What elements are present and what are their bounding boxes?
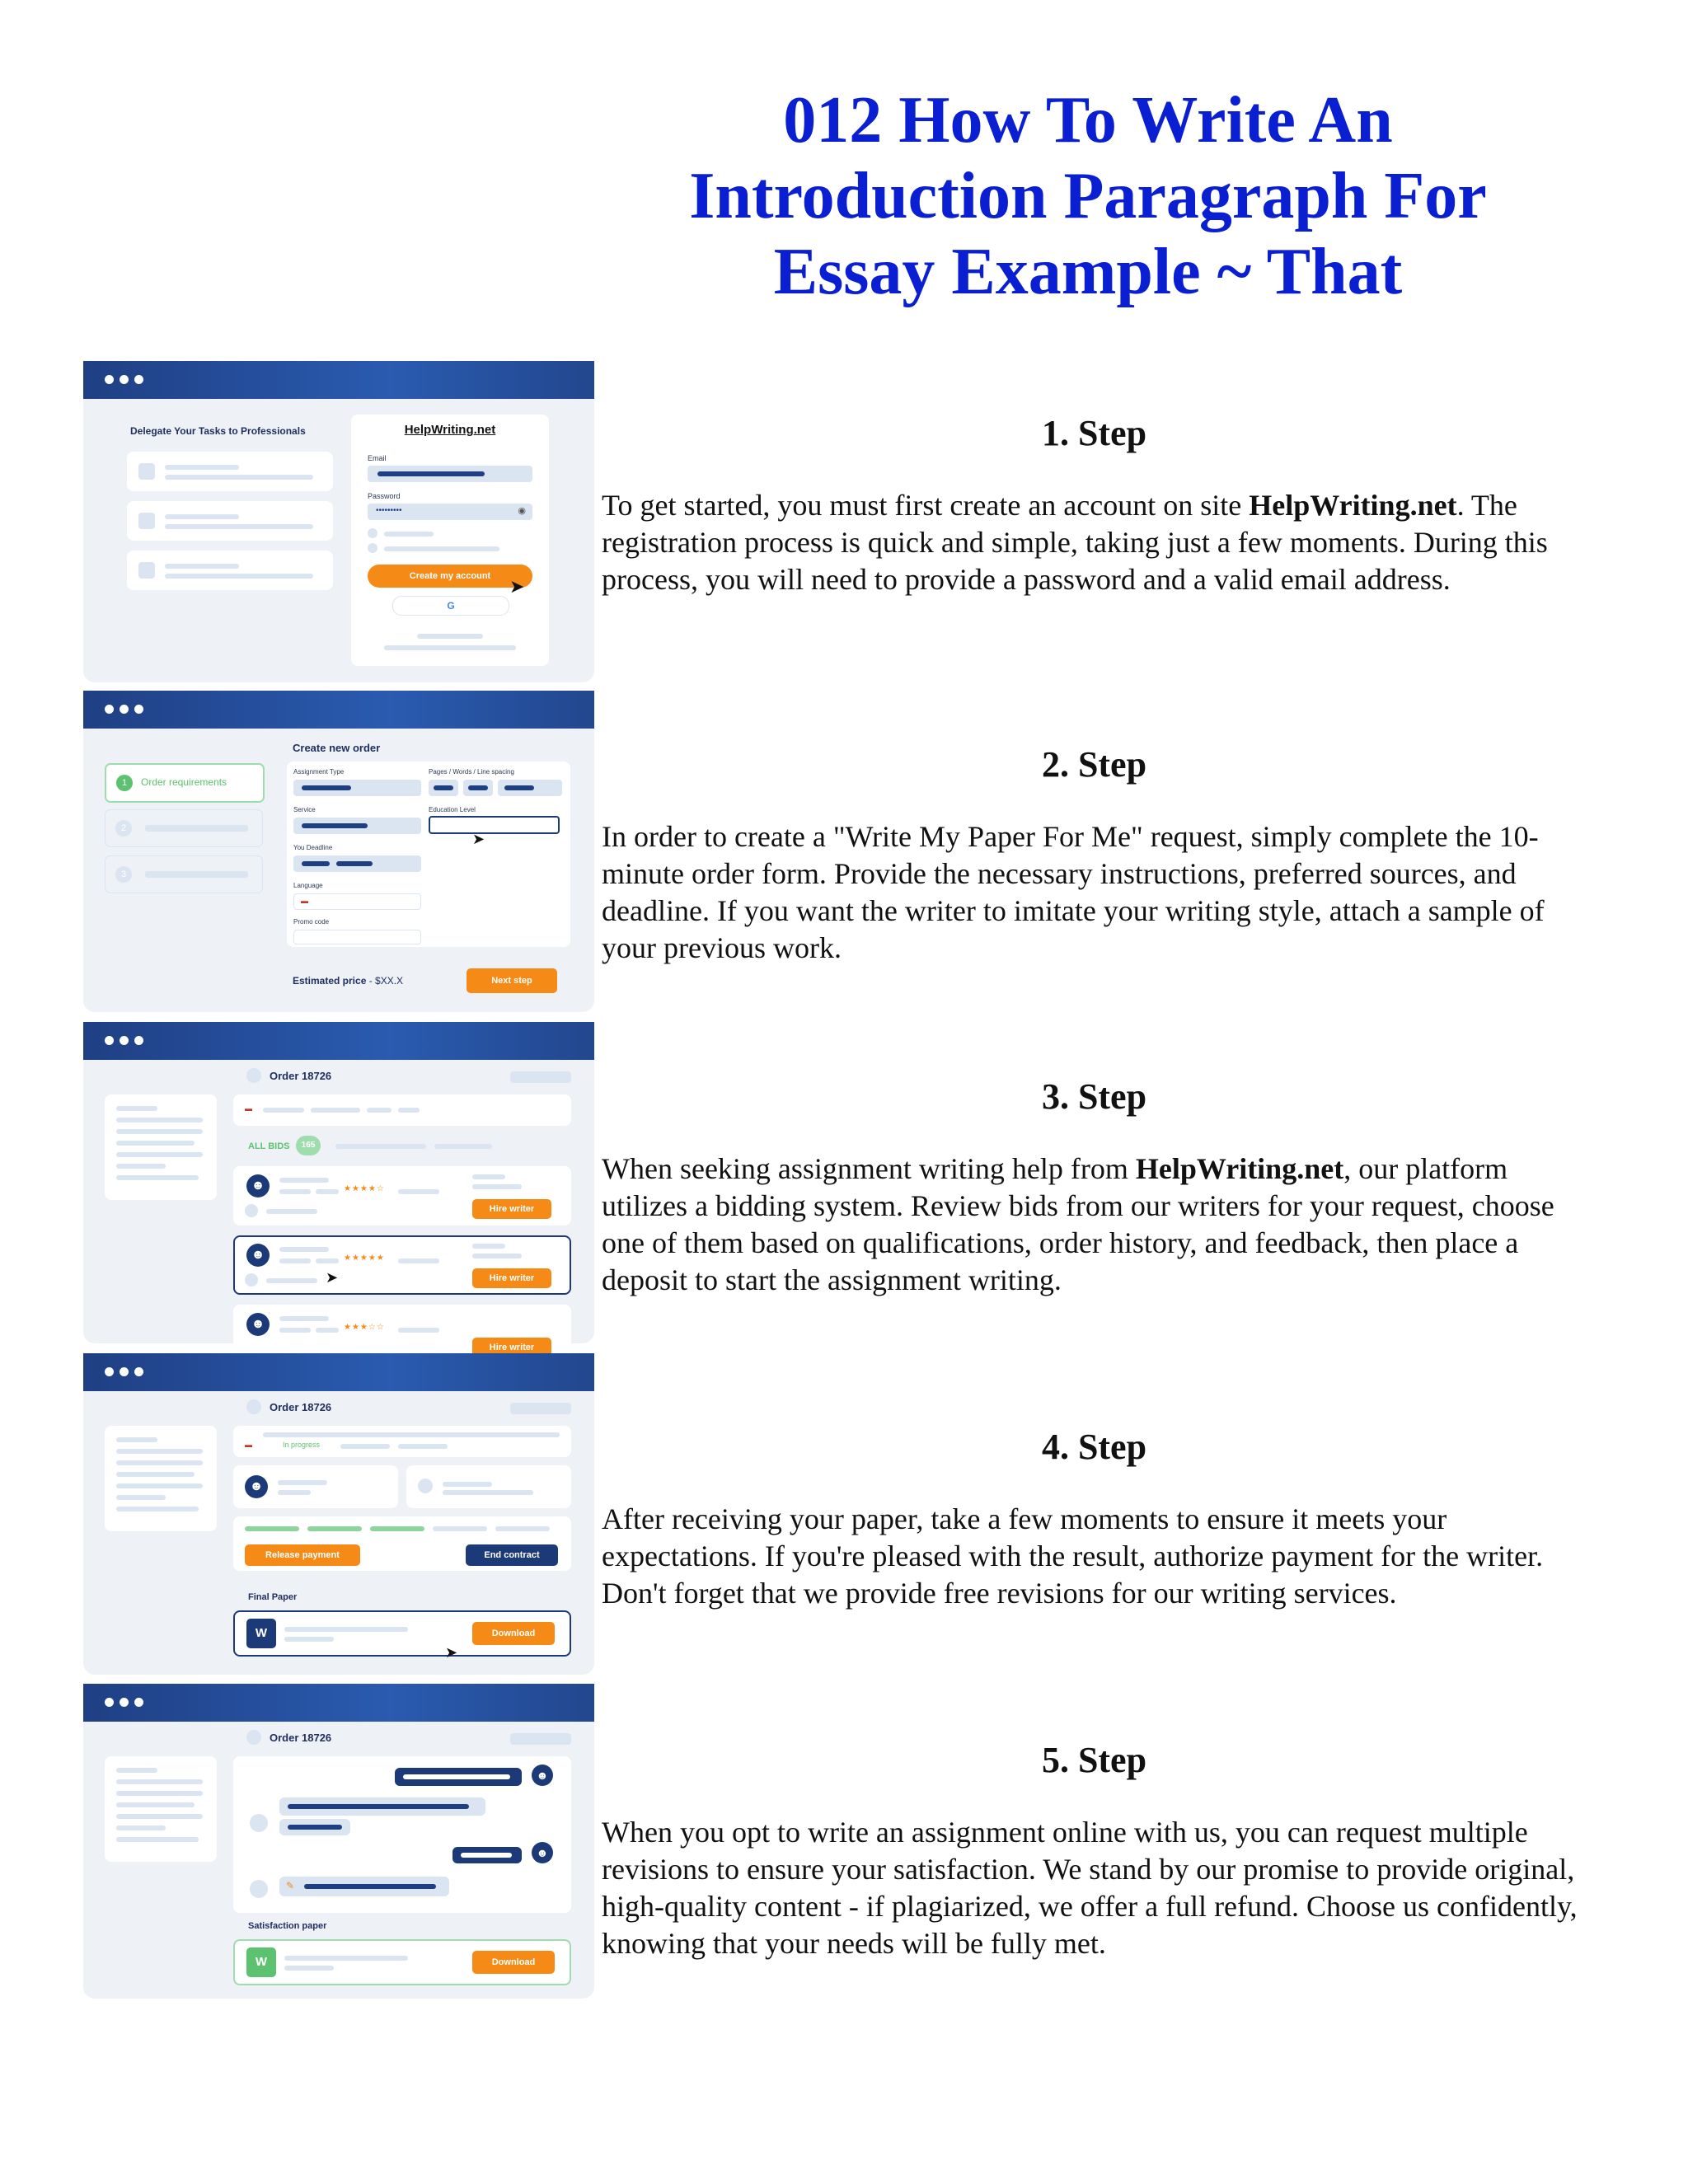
- order-summary: [233, 1426, 571, 1457]
- step-number: 3: [115, 866, 132, 883]
- writer-avatar: [250, 1814, 268, 1832]
- feature-icon: [138, 562, 155, 579]
- bid-card-selected[interactable]: [233, 1235, 571, 1295]
- step-number: 1: [116, 775, 133, 791]
- step-2-heading: 2. Step: [1041, 744, 1147, 785]
- back-icon[interactable]: [246, 1068, 261, 1083]
- satisfaction-heading: Satisfaction paper: [248, 1921, 327, 1931]
- all-bids-label: ALL BIDS: [248, 1141, 290, 1151]
- email-label: Email: [368, 454, 387, 462]
- user-avatar-icon: ☻: [246, 1174, 270, 1197]
- window-dot: [134, 375, 143, 384]
- flag-icon: ▬: [245, 1441, 252, 1449]
- window-dot: [120, 705, 129, 714]
- password-label: Password: [368, 492, 401, 500]
- promo-label: Promo code: [293, 918, 330, 926]
- browser-bar: [83, 691, 594, 729]
- screenshot-revisions: [83, 1684, 594, 1999]
- back-icon[interactable]: [246, 1730, 261, 1745]
- order-number: Order 18726: [270, 1070, 332, 1082]
- step-3-text-a: When seeking assignment writing help from: [602, 1152, 1136, 1185]
- window-dot: [120, 1698, 129, 1707]
- step-3-brand: HelpWriting.net: [1135, 1152, 1344, 1185]
- hire-writer-button[interactable]: Hire writer: [472, 1338, 551, 1357]
- sidebar-menu: [105, 1426, 217, 1531]
- order-summary: [233, 1094, 571, 1126]
- word-file-icon: W: [246, 1619, 276, 1648]
- signup-form: [351, 415, 549, 666]
- status-badge: In progress: [283, 1441, 321, 1449]
- user-avatar-icon: ☻: [532, 1765, 553, 1786]
- flag-icon: ▬: [301, 897, 308, 905]
- education-select[interactable]: [429, 816, 560, 834]
- header-pill: [510, 1071, 571, 1083]
- window-dot: [120, 375, 129, 384]
- browser-bar: [83, 1353, 594, 1391]
- password-field[interactable]: [368, 504, 532, 520]
- create-account-button[interactable]: Create my account: [368, 565, 532, 588]
- user-avatar-icon: ☻: [246, 1244, 270, 1267]
- step-5: [602, 1739, 1587, 1962]
- feature-card: [127, 501, 333, 541]
- step-1-text: [602, 487, 1587, 598]
- browser-bar: [83, 1684, 594, 1722]
- checkbox[interactable]: [368, 543, 377, 553]
- create-order-heading: Create new order: [293, 742, 381, 754]
- chat-panel: [233, 1756, 571, 1913]
- step-1: [602, 412, 1587, 598]
- payment-card: [233, 1516, 571, 1571]
- page-title: 012 How To Write An Introduction Paragraph For Essay Example ~ That: [689, 84, 1487, 308]
- assignment-type-select[interactable]: [293, 780, 421, 796]
- step-5-text: When you opt to write an assignment online with us, you can request multiple revisions to ensure your satisfaction. We stand by our promise to provide original, high-quality content - if plagiarized, we offer a full refund. Choose us confidently, knowing that your needs will be fully met.: [602, 1816, 1578, 1960]
- service-label: Service: [293, 806, 316, 813]
- step-2: [602, 743, 1587, 967]
- header-pill: [510, 1403, 571, 1414]
- step-label: Order requirements: [141, 776, 227, 788]
- cursor-arrow-icon: ➤: [326, 1269, 339, 1286]
- checkbox[interactable]: [368, 528, 377, 538]
- chat-bubble-out: [395, 1768, 522, 1786]
- feature-card: [127, 452, 333, 491]
- window-dot: [105, 705, 114, 714]
- screenshot-bids: [83, 1022, 594, 1352]
- words-field[interactable]: [463, 780, 493, 796]
- brand-logo: HelpWriting.net: [404, 423, 496, 437]
- final-paper-heading: Final Paper: [248, 1592, 298, 1602]
- assignment-type-label: Assignment Type: [293, 768, 345, 776]
- star-rating: ★★★★☆: [344, 1184, 385, 1193]
- step-3-heading: 3. Step: [1041, 1076, 1147, 1117]
- support-card: [406, 1465, 571, 1508]
- release-payment-button[interactable]: Release payment: [245, 1544, 360, 1566]
- cursor-arrow-icon: ➤: [509, 576, 525, 597]
- header-pill: [510, 1733, 571, 1745]
- chat-bubble-in: [279, 1797, 485, 1816]
- email-field[interactable]: [368, 466, 532, 482]
- step-number: 2: [115, 820, 132, 837]
- step-three[interactable]: [105, 855, 263, 893]
- star-rating: ★★★☆☆: [344, 1323, 385, 1332]
- cursor-arrow-icon: ➤: [445, 1644, 458, 1661]
- window-dot: [134, 705, 143, 714]
- user-avatar-icon: ☻: [532, 1842, 553, 1863]
- window-dot: [105, 1367, 114, 1376]
- chat-bubble-out: [452, 1847, 522, 1863]
- pages-label: Pages / Words / Line spacing: [429, 768, 514, 776]
- final-paper-file[interactable]: [233, 1610, 571, 1661]
- delegate-heading: Delegate Your Tasks to Professionals: [130, 425, 306, 437]
- step-1-text-a: To get started, you must first create an account on site: [602, 489, 1250, 522]
- order-number: Order 18726: [270, 1732, 332, 1744]
- download-button[interactable]: Download: [472, 1622, 555, 1645]
- window-dot: [120, 1036, 129, 1045]
- deadline-field[interactable]: [293, 855, 421, 872]
- step-two[interactable]: [105, 809, 263, 847]
- language-label: Language: [293, 882, 323, 889]
- step-3-text-b: , our platform utilizes a bidding system. Review bids from our writers for your request, choose one of them based on qualifications, order history, and feedback, then place a deposit to start the assignment writing.: [602, 1152, 1554, 1296]
- price-label: Estimated price: [293, 975, 367, 987]
- step-3-text: [602, 1151, 1587, 1299]
- eye-icon[interactable]: ◉: [518, 506, 526, 516]
- step-2-text: In order to create a "Write My Paper For Me" request, simply complete the 10-minute order form. Provide the necessary instructions, preferred sources, and deadline. If you want the writer to imitate your writing style, attach a sample of your previous work.: [602, 820, 1545, 964]
- screenshot-final-paper: [83, 1353, 594, 1675]
- hire-writer-button[interactable]: Hire writer: [472, 1199, 551, 1219]
- step-4-heading: 4. Step: [1041, 1427, 1147, 1467]
- writer-card: [233, 1465, 398, 1508]
- step-4-text: After receiving your paper, take a few moments to ensure it meets your expectations. If you're pleased with the result, authorize payment for the writer. Don't forget that we provide free revisions for our writing services.: [602, 1502, 1544, 1610]
- password-mask: •••••••••: [376, 506, 402, 515]
- feature-icon: [138, 463, 155, 480]
- file-icon: ✎: [286, 1880, 295, 1891]
- step-1-text-b: . The registration process is quick and simple, taking just a few moments. During this process, you will need to provide a password and a valid email address.: [602, 489, 1548, 596]
- window-dot: [134, 1036, 143, 1045]
- google-signin-button[interactable]: G: [392, 596, 509, 616]
- step-1-heading: 1. Step: [1041, 413, 1147, 453]
- order-number: Order 18726: [270, 1401, 332, 1413]
- window-dot: [134, 1367, 143, 1376]
- window-dot: [105, 1698, 114, 1707]
- service-select[interactable]: [293, 818, 421, 834]
- bid-count-badge: 165: [296, 1136, 321, 1155]
- bid-card[interactable]: [233, 1166, 571, 1226]
- chat-attachment[interactable]: [279, 1877, 449, 1896]
- price-value: - $XX.X: [366, 975, 404, 987]
- window-dot: [105, 1036, 114, 1045]
- browser-bar: [83, 1022, 594, 1060]
- hire-writer-button[interactable]: Hire writer: [472, 1268, 551, 1288]
- order-form-card: [287, 762, 570, 947]
- next-step-button[interactable]: Next step: [467, 968, 557, 993]
- back-icon[interactable]: [246, 1399, 261, 1414]
- step-1-brand: HelpWriting.net: [1249, 489, 1457, 522]
- step-4: [602, 1426, 1587, 1612]
- user-avatar-icon: ☻: [245, 1475, 268, 1498]
- end-contract-button[interactable]: End contract: [466, 1544, 558, 1566]
- language-select[interactable]: [293, 893, 421, 910]
- feature-card: [127, 551, 333, 590]
- feature-icon: [138, 513, 155, 529]
- screenshot-signup: [83, 361, 594, 682]
- window-dot: [134, 1698, 143, 1707]
- step-5-heading: 5. Step: [1041, 1740, 1147, 1780]
- step-order-requirements[interactable]: [105, 763, 265, 803]
- promo-input[interactable]: [293, 930, 421, 944]
- screenshot-order-form: [83, 691, 594, 1012]
- estimated-price: [293, 975, 403, 987]
- browser-bar: [83, 361, 594, 399]
- sidebar-menu: [105, 1094, 217, 1200]
- star-rating: ★★★★★: [344, 1254, 385, 1263]
- window-dot: [120, 1367, 129, 1376]
- step-3: [602, 1076, 1587, 1299]
- download-button[interactable]: Download: [472, 1951, 555, 1974]
- user-avatar-icon: ☻: [246, 1313, 270, 1336]
- deadline-label: You Deadline: [293, 844, 333, 851]
- sidebar-menu: [105, 1756, 217, 1862]
- window-dot: [105, 375, 114, 384]
- pages-field[interactable]: [429, 780, 458, 796]
- word-file-icon: W: [246, 1947, 276, 1977]
- cursor-arrow-icon: ➤: [472, 831, 485, 847]
- flag-icon: ▬: [245, 1104, 252, 1113]
- chat-bubble-in: [279, 1819, 350, 1835]
- writer-avatar: [250, 1880, 268, 1898]
- spacing-field[interactable]: [498, 780, 562, 796]
- satisfaction-file[interactable]: [233, 1939, 571, 1985]
- education-label: Education Level: [429, 806, 476, 813]
